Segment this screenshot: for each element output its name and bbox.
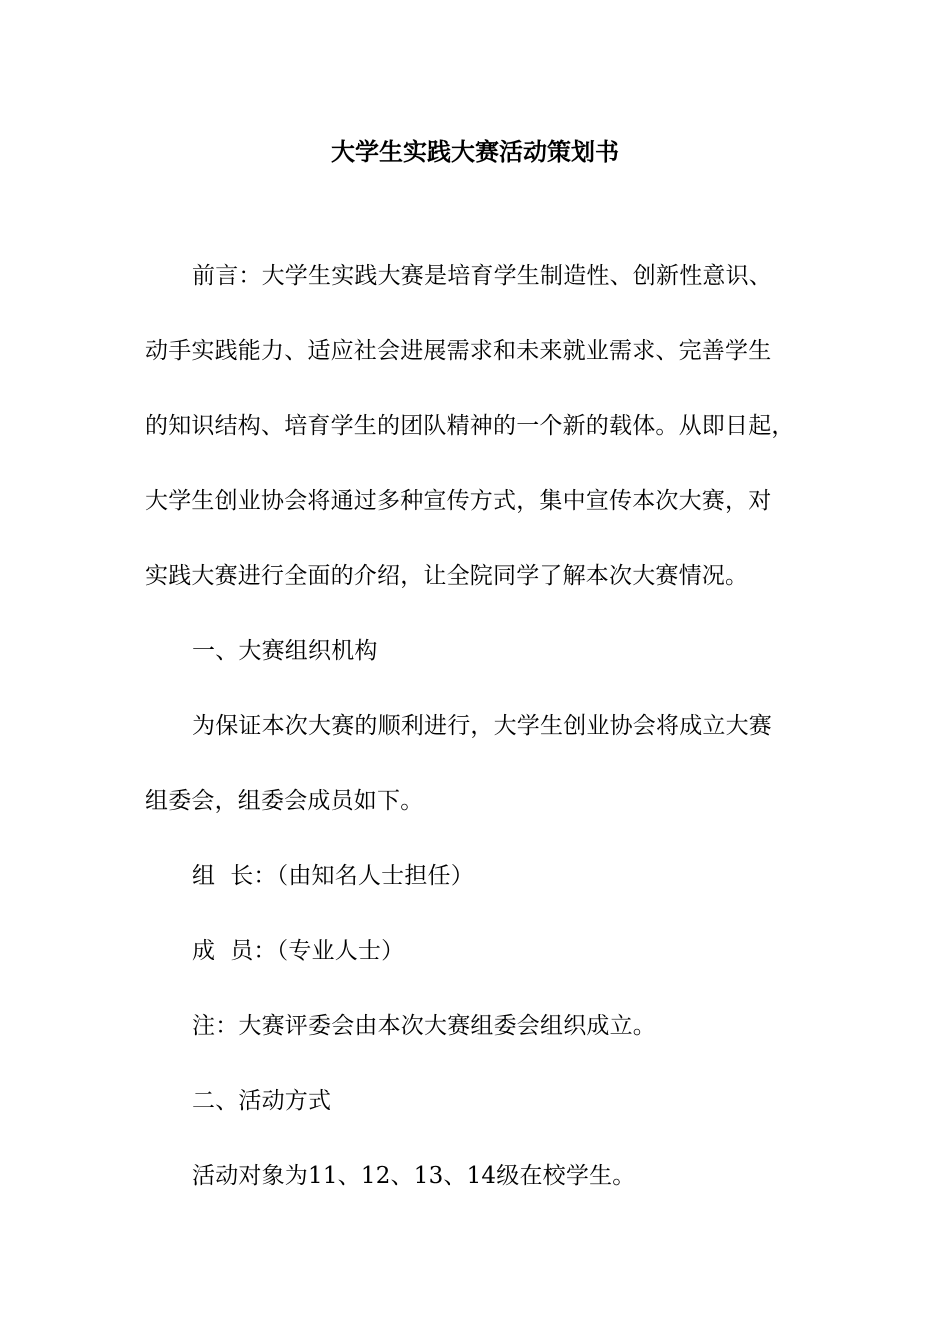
document-title: 大学生实践大赛活动策划书: [331, 137, 619, 166]
leader-line: 组 长：（由知名人士担任）: [192, 863, 474, 889]
preface-line-4: 大学生创业协会将通过多种宣传方式，集中宣传本次大赛，对: [145, 488, 772, 514]
preface-line-3: 的知识结构、培育学生的团队精神的一个新的载体。从即日起，: [145, 413, 795, 439]
note-line: 注：大赛评委会由本次大赛组委会组织成立。: [192, 1013, 656, 1039]
section-heading-organization: 一、大赛组织机构: [192, 638, 378, 664]
section-heading-activity: 二、活动方式: [192, 1088, 332, 1114]
preface-line-5: 实践大赛进行全面的介绍，让全院同学了解本次大赛情况。: [145, 563, 749, 589]
organization-paragraph-line-1: 为保证本次大赛的顺利进行，大学生创业协会将成立大赛: [192, 713, 772, 739]
preface-line-1: 前言：大学生实践大赛是培育学生制造性、创新性意识、: [192, 263, 772, 289]
members-line: 成 员：（专业人士）: [192, 938, 405, 964]
organization-paragraph-line-2: 组委会，组委会成员如下。: [145, 788, 424, 814]
activity-target-line: 活动对象为11、12、13、14级在校学生。: [192, 1163, 636, 1189]
preface-line-2: 动手实践能力、适应社会进展需求和未来就业需求、完善学生: [145, 338, 772, 364]
